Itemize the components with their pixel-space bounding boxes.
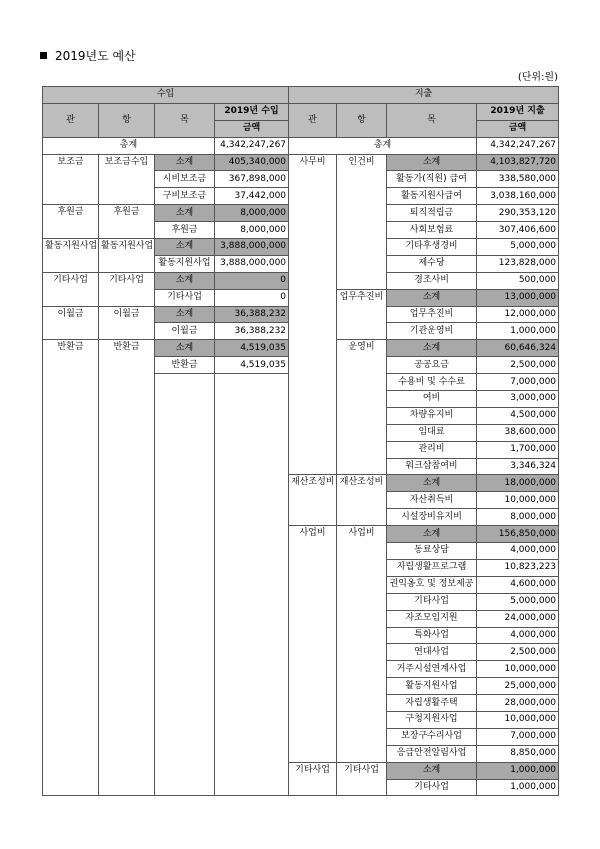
income-hang: 후원금 (99, 205, 155, 239)
expense-subtotal-amount: 1,000,000 (477, 762, 559, 779)
expense-mok: 제수당 (387, 255, 477, 272)
expense-total-label: 총계 (289, 137, 477, 154)
expense-mok: 자립생활주택 (387, 695, 477, 712)
expense-amount: 8,850,000 (477, 745, 559, 762)
col-mok: 목 (387, 103, 477, 137)
expense-mok: 수용비 및 수수료 (387, 374, 477, 391)
expense-mok: 보장구수리사업 (387, 728, 477, 745)
col-expense-year: 2019년 지출 (477, 103, 559, 120)
col-hang: 항 (99, 103, 155, 137)
expense-amount: 4,600,000 (477, 576, 559, 593)
expense-gwan: 기타사업 (289, 762, 337, 796)
income-gwan: 반환금 (43, 340, 99, 796)
expense-mok: 활동지원사급여 (387, 188, 477, 205)
expense-mok: 차량유지비 (387, 407, 477, 424)
income-subtotal-label: 소계 (155, 272, 215, 289)
expense-amount: 3,000,000 (477, 391, 559, 408)
expense-amount: 3,038,160,000 (477, 188, 559, 205)
expense-gwan: 사무비 (289, 154, 337, 475)
expense-mok: 응급안전알림사업 (387, 745, 477, 762)
expense-amount: 2,500,000 (477, 644, 559, 661)
expense-amount: 28,000,000 (477, 695, 559, 712)
income-amount: 36,388,232 (215, 323, 289, 340)
income-gwan: 기타사업 (43, 272, 99, 306)
income-mok: 기타사업 (155, 289, 215, 306)
expense-amount: 4,000,000 (477, 627, 559, 644)
col-amount: 금액 (477, 120, 559, 137)
expense-amount: 10,000,000 (477, 661, 559, 678)
expense-amount: 1,700,000 (477, 441, 559, 458)
expense-mok: 거주시설연계사업 (387, 661, 477, 678)
expense-amount: 10,823,223 (477, 559, 559, 576)
expense-amount: 38,600,000 (477, 424, 559, 441)
income-gwan: 보조금 (43, 154, 99, 205)
income-amount: 37,442,000 (215, 188, 289, 205)
expense-mok: 활동지원사업 (387, 678, 477, 695)
expense-subtotal-label: 소계 (387, 340, 477, 357)
expense-amount: 1,000,000 (477, 323, 559, 340)
expense-subtotal-label: 소계 (387, 289, 477, 306)
expense-hang: 재산조성비 (337, 475, 387, 526)
expense-amount: 307,406,600 (477, 222, 559, 239)
expense-mok: 사회보험료 (387, 222, 477, 239)
income-subtotal-label: 소계 (155, 239, 215, 256)
expense-total-amount: 4,342,247,267 (477, 137, 559, 154)
income-total-amount: 4,342,247,267 (215, 137, 289, 154)
income-hang: 활동지원사업 (99, 239, 155, 273)
col-gwan: 관 (289, 103, 337, 137)
col-income-year: 2019년 수입 (215, 103, 289, 120)
income-mok: 활동지원사업 (155, 255, 215, 272)
expense-mok: 공공요금 (387, 357, 477, 374)
expense-mok: 기타사업 (387, 779, 477, 796)
income-mok: 이월금 (155, 323, 215, 340)
col-amount: 금액 (215, 120, 289, 137)
income-mok: 후원금 (155, 222, 215, 239)
income-hang: 이월금 (99, 306, 155, 340)
expense-amount: 7,000,000 (477, 374, 559, 391)
expense-mok: 워크샵참여비 (387, 458, 477, 475)
square-bullet-icon (40, 52, 47, 59)
expense-subtotal-amount: 18,000,000 (477, 475, 559, 492)
expense-mok: 동료상담 (387, 543, 477, 560)
income-subtotal-amount: 405,340,000 (215, 154, 289, 171)
budget-table (42, 86, 559, 796)
expense-mok: 구청지원사업 (387, 711, 477, 728)
page-title (40, 47, 136, 64)
expense-gwan: 재산조성비 (289, 475, 337, 526)
expense-subtotal-amount: 156,850,000 (477, 526, 559, 543)
income-hang: 기타사업 (99, 272, 155, 306)
expense-subtotal-label: 소계 (387, 154, 477, 171)
income-mok-blank (155, 374, 215, 796)
income-subtotal-amount: 4,519,035 (215, 340, 289, 357)
income-subtotal-amount: 0 (215, 272, 289, 289)
income-hang: 반환금 (99, 340, 155, 796)
expense-mok: 업무추진비 (387, 306, 477, 323)
expense-subtotal-label: 소계 (387, 475, 477, 492)
expense-amount: 4,000,000 (477, 543, 559, 560)
expense-amount: 5,000,000 (477, 593, 559, 610)
expense-mok: 활동가(직원) 급여 (387, 171, 477, 188)
col-mok: 목 (155, 103, 215, 137)
expense-gwan: 사업비 (289, 526, 337, 762)
expense-header: 지출 (289, 87, 559, 104)
income-hang: 보조금수입 (99, 154, 155, 205)
table-row (43, 154, 559, 171)
expense-mok: 퇴직적립금 (387, 205, 477, 222)
expense-hang: 운영비 (337, 340, 387, 475)
income-subtotal-amount: 3,888,000,000 (215, 239, 289, 256)
expense-mok: 자립생활프로그램 (387, 559, 477, 576)
expense-amount: 1,000,000 (477, 779, 559, 796)
col-hang: 항 (337, 103, 387, 137)
expense-mok: 자조모임지원 (387, 610, 477, 627)
expense-subtotal-amount: 13,000,000 (477, 289, 559, 306)
income-subtotal-label: 소계 (155, 340, 215, 357)
expense-mok: 자산취득비 (387, 492, 477, 509)
expense-amount: 10,000,000 (477, 492, 559, 509)
income-gwan: 후원금 (43, 205, 99, 239)
unit-label: (단위:원) (517, 72, 558, 83)
expense-mok: 권익옹호 및 정보제공 (387, 576, 477, 593)
income-gwan: 활동지원사업 (43, 239, 99, 273)
income-subtotal-label: 소계 (155, 205, 215, 222)
expense-mok: 기관운영비 (387, 323, 477, 340)
income-header: 수입 (43, 87, 289, 104)
income-amount: 3,888,000,000 (215, 255, 289, 272)
expense-mok: 기타후생경비 (387, 239, 477, 256)
income-subtotal-amount: 8,000,000 (215, 205, 289, 222)
expense-mok: 관리비 (387, 441, 477, 458)
expense-mok: 여비 (387, 391, 477, 408)
income-mok: 시비보조금 (155, 171, 215, 188)
expense-amount: 2,500,000 (477, 357, 559, 374)
expense-mok: 임대료 (387, 424, 477, 441)
income-mok: 반환금 (155, 357, 215, 374)
expense-hang: 사업비 (337, 526, 387, 762)
expense-amount: 24,000,000 (477, 610, 559, 627)
income-total-label: 총계 (43, 137, 215, 154)
expense-mok: 특화사업 (387, 627, 477, 644)
expense-hang: 업무추진비 (337, 289, 387, 340)
expense-amount: 25,000,000 (477, 678, 559, 695)
income-amount: 0 (215, 289, 289, 306)
expense-subtotal-amount: 60,646,324 (477, 340, 559, 357)
expense-mok: 기타사업 (387, 593, 477, 610)
income-subtotal-label: 소계 (155, 306, 215, 323)
income-amount: 4,519,035 (215, 357, 289, 374)
income-amount: 367,898,000 (215, 171, 289, 188)
expense-amount: 290,353,120 (477, 205, 559, 222)
income-mok: 구비보조금 (155, 188, 215, 205)
income-amount: 8,000,000 (215, 222, 289, 239)
expense-amount: 12,000,000 (477, 306, 559, 323)
income-gwan: 이월금 (43, 306, 99, 340)
expense-amount: 10,000,000 (477, 711, 559, 728)
expense-amount: 5,000,000 (477, 239, 559, 256)
expense-amount: 4,500,000 (477, 407, 559, 424)
expense-amount: 3,346,324 (477, 458, 559, 475)
expense-hang: 기타사업 (337, 762, 387, 796)
expense-hang: 인건비 (337, 154, 387, 289)
expense-amount: 500,000 (477, 272, 559, 289)
expense-subtotal-label: 소계 (387, 526, 477, 543)
col-gwan: 관 (43, 103, 99, 137)
expense-mok: 연대사업 (387, 644, 477, 661)
expense-amount: 123,828,000 (477, 255, 559, 272)
income-subtotal-label: 소계 (155, 154, 215, 171)
page-title-text: 2019년도 예산 (55, 49, 136, 63)
income-subtotal-amount: 36,388,232 (215, 306, 289, 323)
expense-subtotal-amount: 4,103,827,720 (477, 154, 559, 171)
expense-subtotal-label: 소계 (387, 762, 477, 779)
income-amount-blank (215, 374, 289, 796)
expense-amount: 8,000,000 (477, 509, 559, 526)
expense-amount: 338,580,000 (477, 171, 559, 188)
expense-mok: 경조사비 (387, 272, 477, 289)
expense-amount: 7,000,000 (477, 728, 559, 745)
expense-mok: 시설장비유지비 (387, 509, 477, 526)
